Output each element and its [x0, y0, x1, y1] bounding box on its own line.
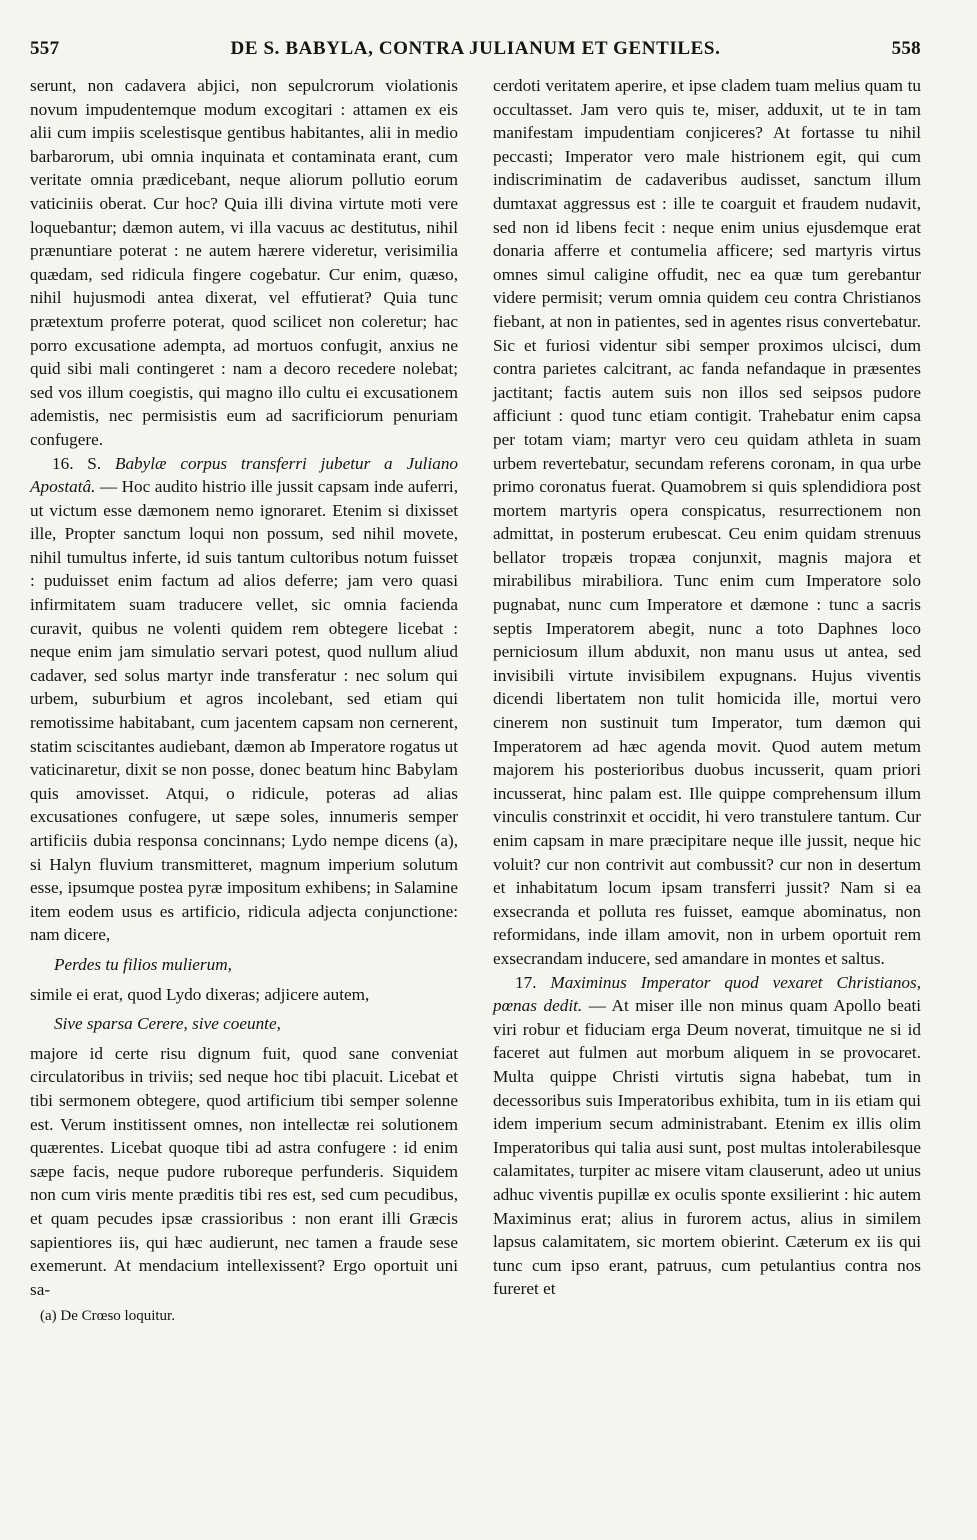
section-17-body: — At miser ille non minus quam Apollo beati viri robur et fiduciam erga Deum noverat, timuitque ne si id faceret aut fulmen aut morbum aliquem in se provocaret. Multa quippe Christi virtutis signa habebat, tum in decessoribus suis Imperatoribus exhibita, tum in iis etiam qui idem imperium secum administrabant. Etenim ex illis olim Imperatoribus qui talia ausi sunt, post multas intolerabilesque calamitates, turpiter ac misere vitam clauserunt, adeo ut unius adhuc viventis pupillæ ex oculis sponte exsilierint : hic autem Maximinus erat; alius in furorem actus, alius in similem lapsus calamitatem, sic mortem obierint. Cæterum ex iis qui tunc cum ipso erant, patruus, cum petulantius contra nos fureret et [493, 996, 922, 1299]
running-title: DE S. BABYLA, CONTRA JULIANUM ET GENTILES. [230, 38, 721, 59]
footnote: (a) De Crœso loquitur. [40, 1308, 175, 1325]
section-16-body: — Hoc audito histrio ille jussit capsam inde auferri, ut victum esse dæmonem nemo ignoraret. Etenim si dixisset ille, Propter sanctum loqui non possum, sed nihil movete, nihil tumultus inferte, id suis tantum cultoribus notum fuisset : puduisset enim factum ad alios deferre; jam vero quasi infirmitatem suam traducere vellet, sic omnia facienda curavit, quibus ne volenti quidem rem obtegere licebat : neque enim jam simulatio servari potest, quod nullum aliud cadaver, sed solus martyr inde transferatur : nec solum qui urbem, suburbium et agros incolebant, sed etiam qui remotissime habitabant, cum jacentem capsam non cernerent, statim sciscitantes audiebant, dæmon ab Imperatore rogatus ut vaticinaretur, dixit se non posse, donec beatum hinc Babylam quis amovisset. Atqui, o ridicule, poteras ad alias excusationes confugere, ut sæpe soles, innumeris semper artificiis dubia responsa concinnans; Lydo nempe dicens (a), si Halyn fluvium transmitteret, magnum imperium solutum esse, ipsumque postea pyræ impositum exhibens; in Salamine item eodem usus es artificio, ridicula adjecta conjunctione: nam dicere, [30, 477, 459, 945]
left-paragraph-end: majore id certe risu dignum fuit, quod sane conveniat circulatoribus in triviis; sed neque hoc tibi placuit. Licebat et tibi sermonem obtegere, quod artificium tibi semper solenne est. Verum institissent omnes, non intellectæ rei solutionem quærentes. Licebat quoque tibi ad astra confugere : id enim sæpe facis, neque pudore ruboreque perfunderis. Siquidem non cum viris mente præditis tibi res est, sed cum pecudibus, et quam pecudes ipsæ crassioribus : non erant illi Græcis sapientiores iis, qui hæc audierunt, nec tamen a fraude sese exemerunt. At mendacium intellexissent? Ergo oportuit uni sa- [30, 1043, 458, 1299]
left-column [30, 74, 458, 1329]
page-number-right: 558 [891, 38, 921, 59]
right-paragraph-1: cerdoti veritatem aperire, et ipse cladem tuam melius quam tu occultasset. Jam vero quis te, miser, adduxit, ut te in tam manifestam impudentiam conjiceres? At fortasse tu nihil peccasti; Imperator vero male histrionem egit, qui cum indiscriminatim de cadaveribus audisset, sanctum illum dumtaxat aggressus est : ille te coarguit et fraudem nudavit, sed non id libens fecit : neque enim unius ejusdemque erat donaria afferre et contumelia afficere; sed martyris virtus omnes simul caligine offudit, nec ea quæ tum gerebantur videre permisit; verum omnia quidem ceu contra Christianos fiebant, at non in patientes, sed in agentes risus convertebatur. Sic et furiosi videntur sibi semper proximos ulcisci, dum contra parietes calcitrant, ac fanda nefandaque in præsentes jactitant; factis autem suis non illos sed seipsos pudore afficiunt : quod tunc etiam contigit. Trahebatur enim capsa per totam viam; martyr vero ceu quidam athleta in suam urbem revertebatur, secundam referens coronam, in qua urbe primo coronatus fuerat. Quamobrem si quis splendidiora post mortem martyris opera conspicatus, resurrectionem non admittat, in posterum erubescat. Ceu enim quidam strenuus bellator tropæis tropæa conjunxit, magnis majora et mirabilibus mirabiliora. Tunc enim cum Imperatore solo pugnabat, nunc cum Imperatore et dæmone : tunc a sacris septis Imperatorem abegit, nunc a toto Daphnes loco perniciosum illum abduxit, non manu usus ut antea, sed invisibili virtute invisibilem expugnans. Hujus viventis dicendi libertatem non tulit homicida ille, mortui vero cinerem non sustinuit tum Imperator, tum dæmon qui Imperatorem ad hæc agenda movit. Quod autem metum majorem his posterioribus duobus incusserit, quam priori incusserat, hinc palam est. Ille quippe comprehensum illum vinculis constrinxit et occidit, hi vero transtulere tantum. Cur enim capsam in mare præcipitare neque ille jussit, neque hic voluit? cur non contrivit aut combussit? cur non in desertum et inhabitatum locum ipsam transferri jussit? Nam si ea exsecranda et polluta res fuisset, eamque abominatus, non reformidans, inde illam amovit, non in urbem oportuit rem exsecrandam inducere, sed amandare in montes et saltus. [493, 76, 921, 968]
verse-line-1: Perdes tu filios mulierum, [54, 954, 232, 974]
section-16-number: 16. S. [52, 453, 102, 473]
verse-line-2: Sive sparsa Cerere, sive coeunte, [54, 1014, 281, 1034]
page-number-left: 557 [30, 38, 60, 59]
section-17-heading: Maximinus Imperator quod vexaret Christianos, pœnas dedit. [493, 972, 921, 1016]
section-16 [30, 452, 458, 947]
section-16-heading: Babylæ corpus transferri jubetur a Juliano Apostatâ. [30, 453, 459, 497]
section-17 [493, 971, 921, 1301]
running-header [30, 38, 921, 68]
right-column [493, 74, 921, 1329]
left-paragraph-1: serunt, non cadavera abjici, non sepulcrorum violationis novum impudentemque modum excogitari : attamen ex eis alii cum impiis scelestisque gentibus habitantes, alii in medio barbarorum, ubi omnia inquinata et contaminata erant, cum veritate omnia prædicebant, neque aliorum pollutio eorum vaticiniis oberat. Cur hoc? Quia illi divina virtute moti vere loquebantur; dæmon autem, vi illa vacuus ac destitutus, nihil prænuntiare poterat : ne autem hærere videretur, verisimilia quædam, sed ridicula fingere cogebatur. Cur enim, quæso, nihil hujusmodi antea dixerat, vel effutierat? Quia tunc prætextum proferre poterat, quod scilicet non coleretur; hac porro excusatione adempta, ad mortuos confugit, anxius ne quid sibi mali contingeret : nam a decoro recedere nolebat; sed vos illum coegistis, qui magno illo cultu ei excusationem ademistis, nec permisistis eum ad sacrificiorum penuriam confugere. [30, 76, 458, 449]
section-17-number: 17. [515, 972, 537, 992]
text-columns [30, 74, 921, 1329]
left-mid-line: simile ei erat, quod Lydo dixeras; adjicere autem, [30, 984, 370, 1004]
